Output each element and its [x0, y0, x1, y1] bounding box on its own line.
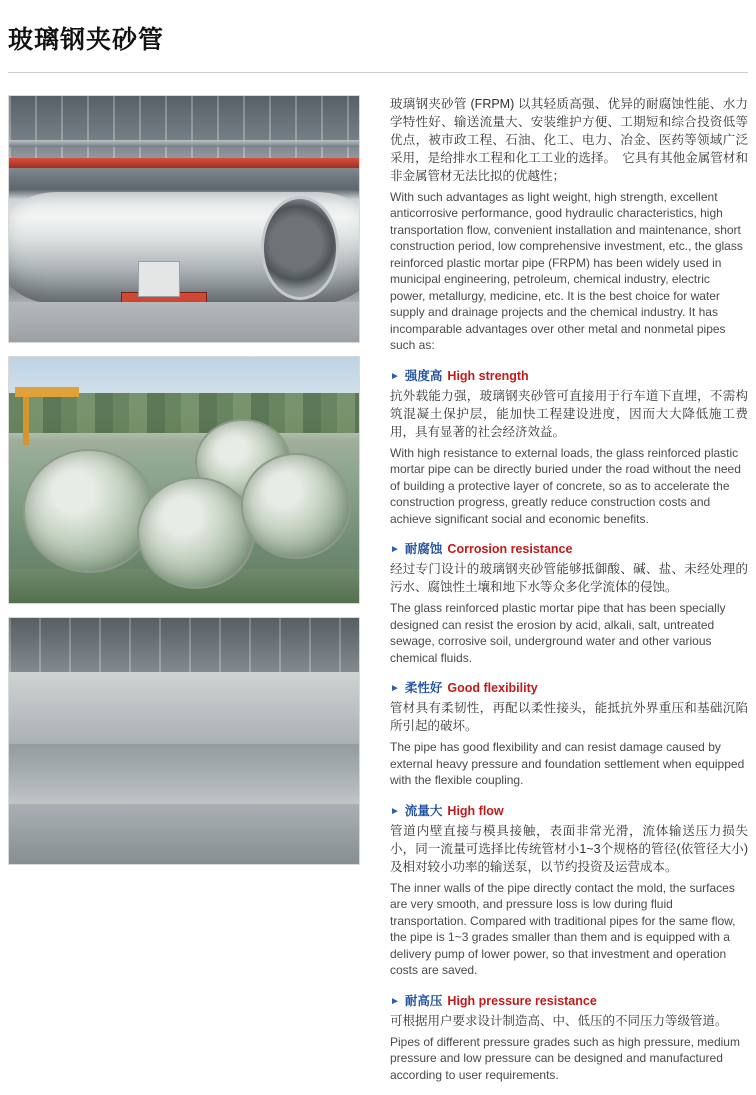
- feature-title-en: High flow: [447, 804, 503, 818]
- feature-title-en: High strength: [447, 369, 528, 383]
- feature-heading: [390, 678, 748, 696]
- feature-section: [390, 539, 748, 666]
- intro-paragraph-cn: 玻璃钢夹砂管 (FRPM) 以其轻质高强、优异的耐腐蚀性能、水力学特性好、输送流量大、安装维护方便、工期短和综合投资低等优点，被市政工程、石油、化工、电力、冶金、医药等领域广泛采用，是给排水工程和化工工业的选择。 它具有其他金属管材和非金属管材无法比拟的优越性；: [390, 95, 748, 185]
- arrow-right-icon: ►: [390, 684, 400, 694]
- arrow-right-icon: ►: [390, 997, 400, 1007]
- feature-body-en: The inner walls of the pipe directly contact the mold, the surfaces are very smooth, and pressure loss is low during fluid transportation. Compared with traditional pipes for the same flow, the pipe is 1~3 grades smaller than them and is equipped with a delivery pump of lower power, so that investment and operation costs are saved.: [390, 880, 748, 979]
- feature-title-cn: 流量大: [405, 801, 443, 819]
- feature-body-cn: 管道内壁直接与模具接触，表面非常光滑，流体输送压力损失小，同一流量可选择比传统管材小1~3个规格的管径(依管径大小)及相对较小功率的输送泵，以节约投资及运营成本。: [390, 822, 748, 876]
- feature-section: [390, 366, 748, 528]
- arrow-right-icon: ►: [390, 372, 400, 382]
- pipe-stack-item: [137, 477, 255, 589]
- feature-body-cn: 经过专门设计的玻璃钢夹砂管能够抵御酸、碱、盐、未经处理的污水、腐蚀性土壤和地下水等众多化学流体的侵蚀。: [390, 560, 748, 596]
- feature-title-cn: 耐高压: [405, 991, 443, 1009]
- feature-title-cn: 耐腐蚀: [405, 539, 443, 557]
- feature-section: [390, 678, 748, 789]
- warehouse-roof: [9, 618, 359, 672]
- feature-heading: [390, 991, 748, 1009]
- intro-paragraph-en: With such advantages as light weight, high strength, excellent anticorrosive performance, good hydraulic characteristics, high transportation flow, convenient installation and maintenance, short construction period, low comprehensive investment, etc., the glass reinforced plastic mortar pipe (FRPM) has been widely used in municipal engineering, petroleum, chemical industry, electric power, metallurgy, medicine, etc. It is the best choice for water supply and drainage projects and the chemical industry. It has incomparable advantages over other metal and nonmetal pipes such as:: [390, 189, 748, 354]
- arrow-right-icon: ►: [390, 807, 400, 817]
- feature-body-cn: 可根据用户要求设计制造高、中、低压的不同压力等级管道。: [390, 1012, 748, 1030]
- factory-floor: [9, 302, 359, 342]
- feature-heading: [390, 366, 748, 384]
- roof-truss: [9, 140, 359, 147]
- feature-body-en: Pipes of different pressure grades such as high pressure, medium pressure and low pressure can be designed and manufactured according to user requirements.: [390, 1034, 748, 1084]
- product-page: [0, 17, 756, 925]
- warehouse-floor: [9, 804, 359, 864]
- pipe-stack-item: [23, 449, 155, 573]
- feature-title-en: Corrosion resistance: [447, 542, 572, 556]
- feature-body-cn: 管材具有柔韧性，再配以柔性接头，能抵抗外界重压和基础沉陷所引起的破坏。: [390, 699, 748, 735]
- product-photo-winding-line: [8, 95, 360, 343]
- feature-section: [390, 801, 748, 979]
- crane-beam: [9, 158, 359, 168]
- feature-title-en: Good flexibility: [447, 681, 537, 695]
- feature-body-cn: 抗外载能力强，玻璃钢夹砂管可直接用于行车道下直埋，不需构筑混凝土保护层，能加快工程建设进度，因而大大降低施工费用，具有显著的社会经济效益。: [390, 387, 748, 441]
- product-photo-lined-pipes: [8, 617, 360, 865]
- feature-body-en: The pipe has good flexibility and can resist damage caused by external heavy pressure and foundation settlement when equipped with the flexible coupling.: [390, 739, 748, 789]
- content-body: [0, 73, 756, 1095]
- pipe-end-opening: [261, 196, 339, 300]
- text-column: [372, 95, 748, 1095]
- feature-heading: [390, 801, 748, 819]
- feature-heading: [390, 539, 748, 557]
- pipe-stack-item: [241, 453, 351, 559]
- arrow-right-icon: ►: [390, 545, 400, 555]
- feature-section: [390, 991, 748, 1084]
- feature-body-en: With high resistance to external loads, the glass reinforced plastic mortar pipe can be directly buried under the road without the need of building a protective layer of concrete, so as to accelerate the construction progress, greatly reduce construction costs and achieve significant social and economic benefits.: [390, 445, 748, 528]
- warehouse-wall: [9, 672, 359, 744]
- product-photo-pipe-stack: [8, 356, 360, 604]
- gantry-crane: [15, 387, 79, 397]
- feature-title-en: High pressure resistance: [447, 994, 596, 1008]
- feature-title-cn: 强度高: [405, 366, 443, 384]
- image-column: [8, 95, 372, 878]
- feature-body-en: The glass reinforced plastic mortar pipe that has been specially designed can resist the erosion by acid, alkali, salt, untreated sewage, corrosive soil, underground water and other various chemical fluids.: [390, 600, 748, 666]
- tree-line: [9, 393, 359, 433]
- page-title: 玻璃钢夹砂管: [0, 17, 756, 55]
- feature-title-cn: 柔性好: [405, 678, 443, 696]
